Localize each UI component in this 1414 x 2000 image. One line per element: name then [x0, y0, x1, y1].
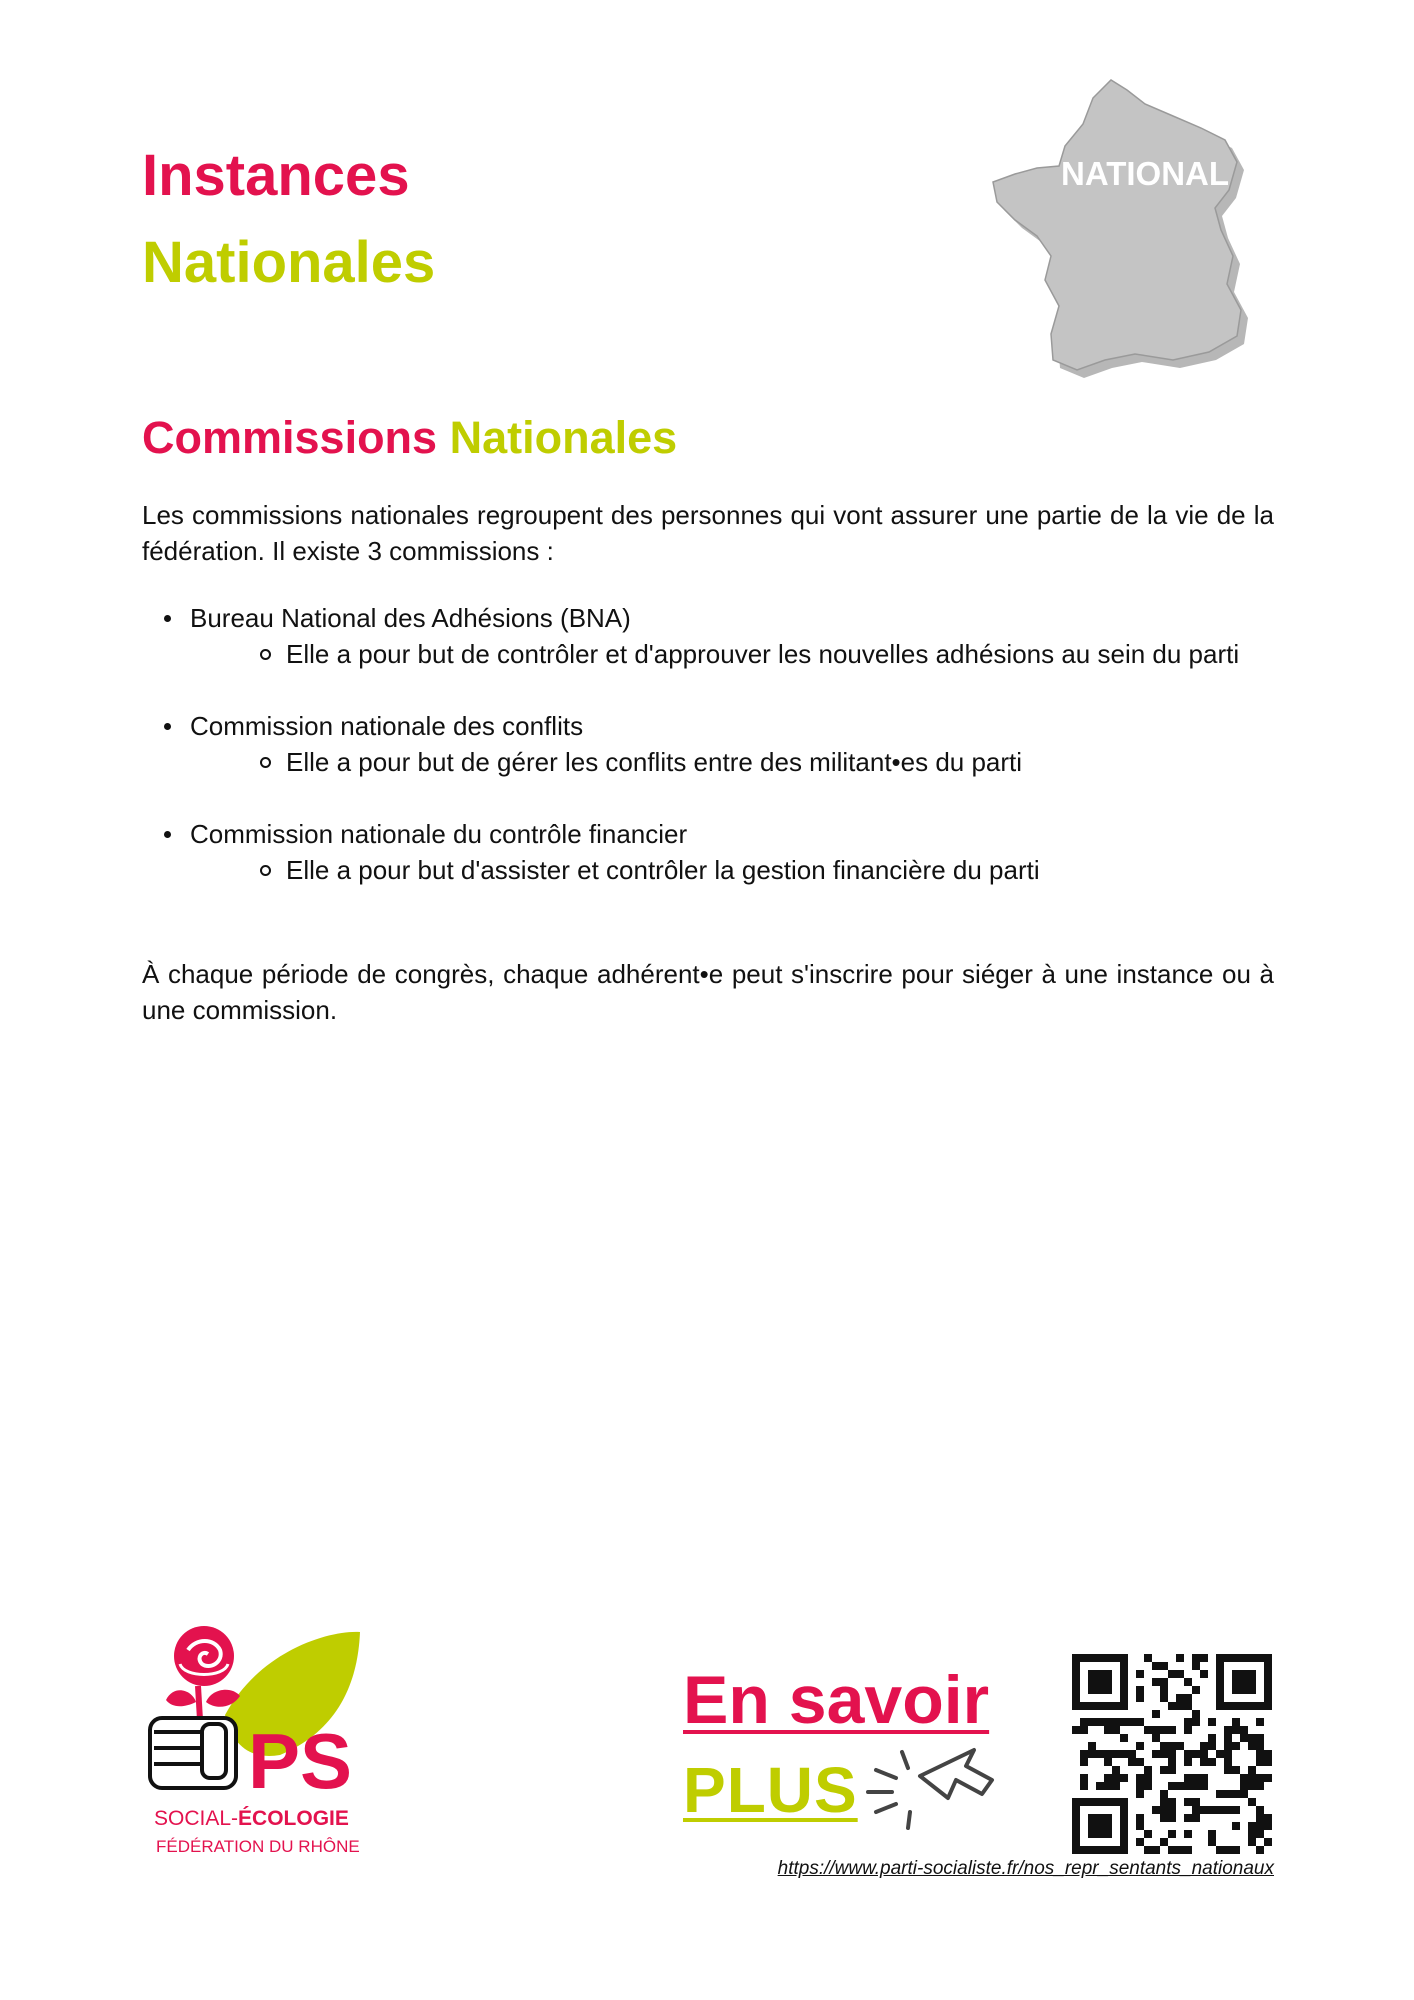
- svg-text:SOCIAL-ÉCOLOGIE: [154, 1807, 349, 1830]
- section-heading-part-1: Commissions: [142, 412, 438, 463]
- commission-role: Elle a pour but de gérer les conflits entre des militant•es du parti: [190, 744, 1274, 780]
- intro-paragraph: Les commissions nationales regroupent des personnes qui vont assurer une partie de la vie de la fédération. Il existe 3 commissions :: [142, 500, 1274, 566]
- commission-name: Commission nationale des conflits: [190, 711, 584, 741]
- page-title-line-1: Instances: [142, 143, 410, 208]
- logo-federation: FÉDÉRATION DU RHÔNE: [156, 1837, 360, 1856]
- more-info-url[interactable]: https://www.parti-socialiste.fr/nos_repr_sentants_nationaux: [777, 1858, 1274, 1879]
- commission-role: Elle a pour but d'assister et contrôler la gestion financière du parti: [190, 852, 1274, 888]
- logo-tagline-part-1: SOCIAL-: [154, 1807, 239, 1830]
- outro-paragraph: À chaque période de congrès, chaque adhérent•e peut s'inscrire pour siéger à une instance ou à une commission.: [142, 959, 1274, 1025]
- commissions-list: [142, 600, 1274, 924]
- list-item: [142, 708, 1274, 780]
- section-heading: [142, 412, 678, 463]
- map-label: NATIONAL: [1060, 155, 1230, 192]
- more-link-line-2[interactable]: PLUS: [683, 1754, 858, 1826]
- logo-tagline-part-2: ÉCOLOGIE: [238, 1807, 349, 1830]
- more-link-line-1[interactable]: En savoir: [683, 1662, 990, 1738]
- list-item: [142, 816, 1274, 888]
- qr-code: [1072, 1654, 1272, 1854]
- rose-fist-logo: [140, 1620, 400, 1860]
- cursor-click-icon: [862, 1740, 998, 1830]
- commission-name: Bureau National des Adhésions (BNA): [190, 603, 631, 633]
- section-heading-part-2: Nationales: [449, 412, 678, 463]
- commission-name: Commission nationale du contrôle financier: [190, 819, 688, 849]
- logo-acronym: PS: [248, 1717, 353, 1805]
- list-item: [142, 600, 1274, 672]
- france-map-icon: [975, 70, 1275, 380]
- commission-role: Elle a pour but de contrôler et d'approuver les nouvelles adhésions au sein du parti: [190, 636, 1274, 672]
- page-title-line-2: Nationales: [142, 230, 436, 295]
